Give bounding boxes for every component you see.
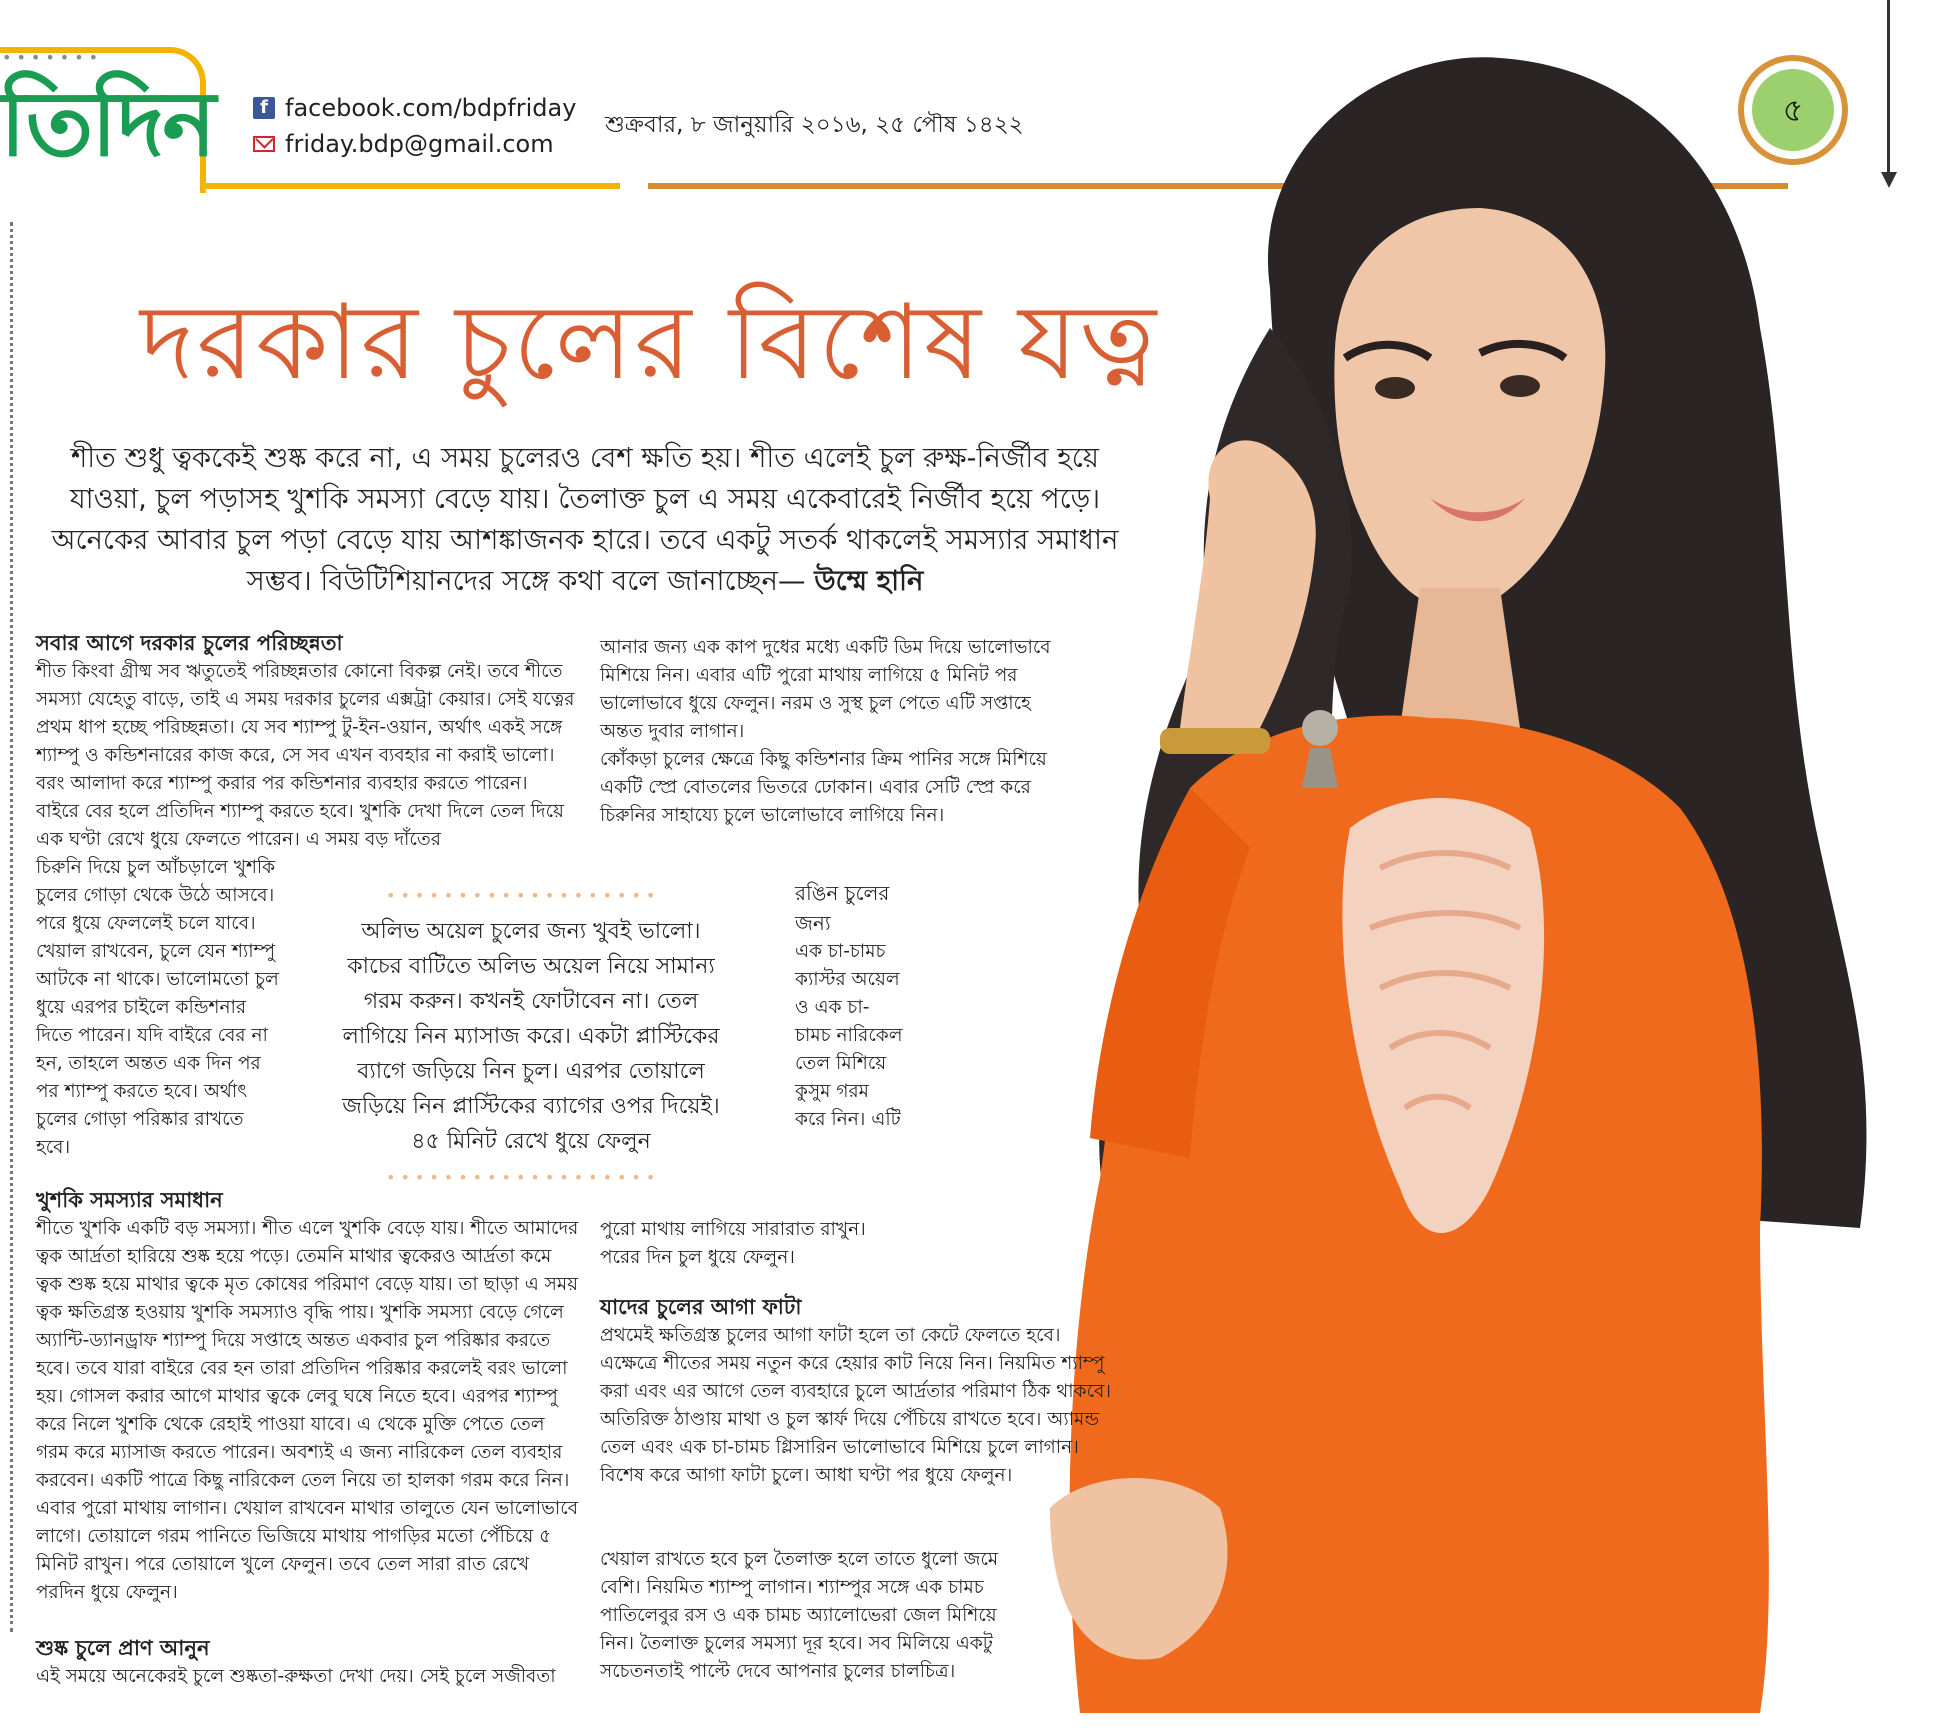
- section-dandruff: [36, 1185, 582, 1607]
- curly-hair-tip: কোঁকড়া চুলের ক্ষেত্রে কিছু কন্ডিশনার ক্রিম পানির সঙ্গে মিশিয়ে একটি স্প্রে বোতলের ভিতরে ঢোকান। এবার সেটি স্প্রে করে চিরুনির সাহায্যে চুলে ভালোভাবে লাগিয়ে নিন।: [600, 749, 1047, 826]
- issue-date: শুক্রবার, ৮ জানুয়ারি ২০১৬, ২৫ পৌষ ১৪২২: [605, 112, 1024, 138]
- intro-text: শীত শুধু ত্বককেই শুষ্ক করে না, এ সময় চুলেরও বেশ ক্ষতি হয়। শীত এলেই চুল রুক্ষ-নির্জীব হয়ে যাওয়া, চুল পড়াসহ খুশকি সমস্যা বেড়ে যায়। তৈলাক্ত চুল এ সময় একেবারেই নির্জীব হয়ে পড়ে। অনেকের আবার চুল পড়া বেড়ে যায় আশঙ্কাজনক হারে। তবে একটু সতর্ক থাকলেই সমস্যার সমাধান সম্ভব। বিউটিশিয়ানদের সঙ্গে কথা বলে জানাচ্ছেন—: [51, 442, 1119, 597]
- down-arrow-icon: [1881, 172, 1897, 188]
- masthead-dots: •••••••: [2, 48, 104, 67]
- facebook-contact: [253, 94, 576, 122]
- section-body: শীত কিংবা গ্রীষ্ম সব ঋতুতেই পরিচ্ছন্নতার কোনো বিকল্প নেই। তবে শীতে সমস্যা যেহেতু বাড়ে, তাই এ সময় দরকার চুলের এক্সট্রা কেয়ার। সেই যত্নের প্রথম ধাপ হচ্ছে পরিচ্ছন্নতা। যে সব শ্যাম্পু টু-ইন-ওয়ান, অর্থাৎ একই সঙ্গে শ্যাম্পু ও কন্ডিশনারের কাজ করে, সে সব এখন ব্যবহার না করাই ভালো। বরং আলাদা করে শ্যাম্পু করার পর কন্ডিশনার ব্যবহার করতে পারেন। বাইরে বের হলে প্রতিদিন শ্যাম্পু করতে হবে। খুশকি দেখা দিলে তেল দিয়ে এক ঘণ্টা রেখে ধুয়ে ফেলতে পারেন। এ সময় বড় দাঁতের: [36, 661, 575, 850]
- egg-milk-tip: আনার জন্য এক কাপ দুধের মধ্যে একটি ডিম দিয়ে ভালোভাবে মিশিয়ে নিন। এবার এটি পুরো মাথায় লাগিয়ে ৫ মিনিট পর ভালোভাবে ধুয়ে ফেলুন। নরম ও সুস্থ চুল পেতে এটি সপ্তাহে অন্তত দুবার লাগান।: [600, 637, 1051, 742]
- byline: উম্মে হানি: [814, 565, 924, 597]
- facebook-link[interactable]: facebook.com/bdpfriday: [285, 94, 577, 122]
- newspaper-brand: তিদিন: [0, 72, 215, 177]
- colored-hair-body-cont: পুরো মাথায় লাগিয়ে সারারাত রাখুন। পরের দিন চুল ধুয়ে ফেলুন।: [600, 1219, 866, 1268]
- section-body: শীতে খুশকি একটি বড় সমস্যা। শীত এলে খুশকি বেড়ে যায়। শীতে আমাদের ত্বক আর্দ্রতা হারিয়ে শুষ্ক হয়ে পড়ে। তেমনি মাথার ত্বকেরও আর্দ্রতা কমে ত্বক শুষ্ক হয়ে মাথার ত্বকে মৃত কোষের পরিমাণ বেড়ে যায়। তা ছাড়া এ সময় ত্বক ক্ষতিগ্রস্ত হওয়ায় খুশকি সমস্যাও বৃদ্ধি পায়। খুশকি সমস্যা বেড়ে গেলে অ্যান্টি-ড্যানড্রাফ শ্যাম্পু দিয়ে সপ্তাহে অন্তত একবার চুল পরিষ্কার করতে হবে। তবে যারা বাইরে বের হন তারা প্রতিদিন পরিষ্কার করলেই বরং ভালো হয়। গোসল করার আগে মাথার ত্বকে লেবু ঘষে নিতে হবে। এরপর শ্যাম্পু করে নিলে খুশকি থেকে রেহাই পাওয়া যাবে। এ থেকে মুক্তি পেতে তেল গরম করে ম্যাসাজ করতে পারেন। অবশ্যই এ জন্য নারিকেল তেল ব্যবহার করবেন। একটি পাত্রে কিছু নারিকেল তেল নিয়ে তা হালকা গরম করে নিন। এবার পুরো মাথায় লাগান। খেয়াল রাখবেন মাথার তালুতে যেন ভালোভাবে লাগে। তোয়ালে গরম পানিতে ভিজিয়ে মাথায় পাগড়ির মতো পেঁচিয়ে ৫ মিনিট রাখুন। পরে তোয়ালে খুলে ফেলুন। তবে তেল সারা রাত রেখে পরদিন ধুয়ে ফেলুন।: [36, 1218, 579, 1603]
- section-cleanliness-cont: [36, 854, 282, 1162]
- margin-dotted-rule: [10, 222, 13, 1632]
- right-col-top: [600, 634, 1070, 830]
- colored-hair-box: [795, 878, 903, 1134]
- colored-hair-heading: রঙিন চুলের জন্য: [795, 881, 890, 935]
- article-intro: [40, 438, 1130, 602]
- corner-rule: [1887, 0, 1890, 180]
- email-link[interactable]: friday.bdp@gmail.com: [285, 130, 554, 158]
- section-cleanliness: [36, 628, 576, 854]
- section-dry-hair: [36, 1633, 582, 1691]
- page-number: ৫: [1752, 69, 1834, 151]
- section-heading: সবার আগে দরকার চুলের পরিচ্ছন্নতা: [36, 631, 343, 655]
- masthead-rule-left: [200, 183, 620, 189]
- section-oily-hair: [600, 1546, 1020, 1686]
- section-body: প্রথমেই ক্ষতিগ্রস্ত চুলের আগা ফাটা হলে তা কেটে ফেলতে হবে। এক্ষেত্রে শীতের সময় নতুন করে হেয়ার কাট নিয়ে নিন। নিয়মিত শ্যাম্পু করা এবং এর আগে তেল ব্যবহারে চুলে আর্দ্রতার পরিমাণ ঠিক থাকবে। অতিরিক্ত ঠাণ্ডায় মাথা ও চুল স্কার্ফ দিয়ে পেঁচিয়ে রাখতে হবে। অ্যামন্ড তেল এবং এক চা-চামচ গ্লিসারিন ভালোভাবে মিশিয়ে চুলে লাগান। বিশেষ করে আগা ফাটা চুলে। আধা ঘণ্টা পর ধুয়ে ফেলুন।: [600, 1325, 1111, 1486]
- oily-hair-body: খেয়াল রাখতে হবে চুল তৈলাক্ত হলে তাতে ধুলো জমে বেশি। নিয়মিত শ্যাম্পু লাগান। শ্যাম্পুর সঙ্গে এক চামচ পাতিলেবুর রস ও এক চামচ অ্যালোভেরা জেল মিশিয়ে নিন। তৈলাক্ত চুলের সমস্যা দূর হবে। সব মিলিয়ে একটু সচেতনতাই পাল্টে দেবে আপনার চুলের চালচিত্র।: [600, 1549, 999, 1682]
- section-heading: শুষ্ক চুলে প্রাণ আনুন: [36, 1636, 210, 1660]
- section-heading: যাদের চুলের আগা ফাটা: [600, 1295, 802, 1319]
- colored-hair-cont: [600, 1216, 890, 1272]
- email-contact: [253, 130, 554, 158]
- pull-quote-dots-top: •••••••••••••••••••: [386, 886, 661, 905]
- facebook-icon: f: [253, 97, 275, 119]
- section-split-ends: [600, 1292, 1120, 1490]
- colored-hair-body: এক চা-চামচ ক্যাস্টর অয়েল ও এক চা-চামচ নারিকেল তেল মিশিয়ে কুসুম গরম করে নিন। এটি: [795, 941, 903, 1130]
- pull-quote: অলিভ অয়েল চুলের জন্য খুবই ভালো। কাচের বাটিতে অলিভ অয়েল নিয়ে সামান্য গরম করুন। কখনই ফোটাবেন না। তেল লাগিয়ে নিন ম্যাসাজ করে। একটা প্লাস্টিকের ব্যাগে জড়িয়ে নিন চুল। এরপর তোয়ালে জড়িয়ে নিন প্লাস্টিকের ব্যাগের ওপর দিয়েই। ৪৫ মিনিট রেখে ধুয়ে ফেলুন: [342, 919, 720, 1154]
- section-heading: খুশকি সমস্যার সমাধান: [36, 1188, 223, 1212]
- section-body: এই সময়ে অনেকেরই চুলে শুষ্কতা-রুক্ষতা দেখা দেয়। সেই চুলে সজীবতা: [36, 1666, 556, 1687]
- mail-icon: [253, 136, 275, 152]
- pull-quote-dots-bottom: •••••••••••••••••••: [386, 1168, 661, 1187]
- section-body-cont: চিরুনি দিয়ে চুল আঁচড়ালে খুশকি চুলের গোড়া থেকে উঠে আসবে। পরে ধুয়ে ফেললেই চলে যাবে। খেয়াল রাখবেন, চুলে যেন শ্যাম্পু আটকে না থাকে। ভালোমতো চুল ধুয়ে এরপর চাইলে কন্ডিশনার দিতে পারেন। যদি বাইরে বের না হন, তাহলে অন্তত এক দিন পর পর শ্যাম্পু করতে হবে। অর্থাৎ চুলের গোড়া পরিষ্কার রাখতে হবে।: [36, 857, 279, 1158]
- article-headline: দরকার চুলের বিশেষ যত্ন: [140, 281, 1159, 403]
